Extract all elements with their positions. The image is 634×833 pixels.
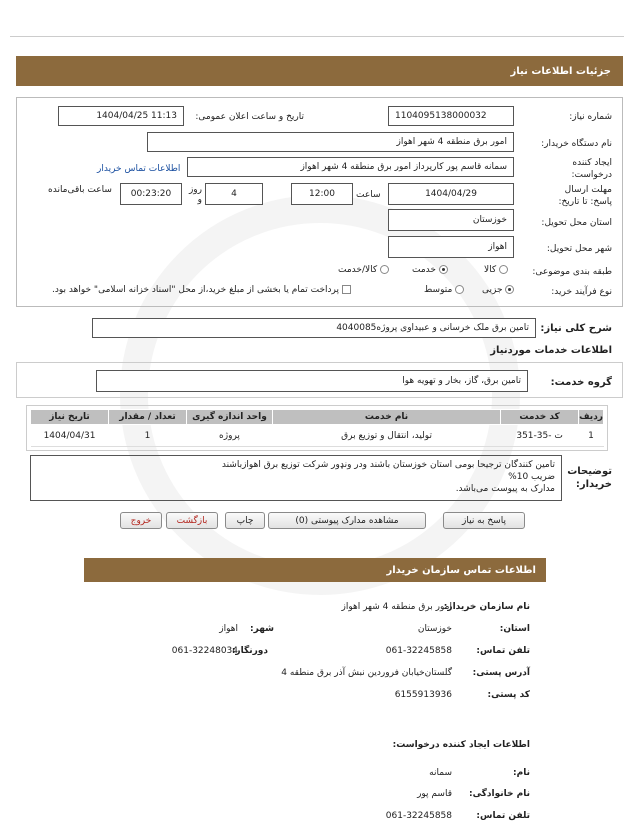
- cell-code: ت -35-351: [501, 425, 579, 447]
- category-label: طبقه بندی موضوعی:: [532, 267, 612, 277]
- radio-service[interactable]: [439, 265, 448, 274]
- page-title-bar: [16, 56, 623, 86]
- creator-phone-value: 061-32245858: [385, 811, 452, 821]
- days-label: روز و: [188, 185, 202, 205]
- creator-last-name-label: نام خانوادگی:: [468, 789, 530, 799]
- buyer-name-label: نام دستگاه خریدار:: [541, 139, 612, 149]
- col-header-code: کد خدمت: [501, 410, 579, 425]
- cell-unit: پروژه: [187, 425, 273, 447]
- contact-postal-value: 6155913936: [394, 690, 452, 700]
- print-button[interactable]: چاپ: [225, 512, 265, 529]
- back-button[interactable]: بازگشت: [166, 512, 218, 529]
- col-header-unit: واحد اندازه گیری: [187, 410, 273, 425]
- items-table-frame: [26, 405, 608, 451]
- contact-org-label: نام سازمان خریدار:: [443, 602, 530, 612]
- deadline-label: مهلت ارسال پاسخ: تا تاریخ:: [558, 185, 612, 207]
- group-field: تامین برق، گاز، بخار و تهویه هوا: [96, 370, 528, 392]
- category-option-both[interactable]: کالا/خدمت: [338, 265, 389, 275]
- days-field: 4: [205, 183, 263, 205]
- need-number-label: شماره نیاز:: [569, 112, 612, 122]
- buyer-notes-line1: تامین کنندگان ترجیحا بومی استان خوزستان باشند ودر ونډور شرکت توزیع برق اهوازباشند: [221, 460, 555, 470]
- col-header-qty: تعداد / مقدار: [109, 410, 187, 425]
- cell-name: تولید، انتقال و توزیع برق: [273, 425, 501, 447]
- services-heading: اطلاعات خدمات موردنیاز: [490, 345, 612, 356]
- page-title: جزئیات اطلاعات نیاز: [510, 65, 611, 77]
- top-divider: [10, 36, 624, 37]
- creator-first-name-value: سمانه: [429, 768, 452, 778]
- province-label: استان محل تحویل:: [541, 218, 612, 228]
- need-number-field: 1104095138000032: [388, 106, 514, 126]
- table-row: [31, 425, 604, 447]
- buyer-contact-link[interactable]: اطلاعات تماس خریدار: [97, 164, 181, 174]
- deadline-time-field: 12:00: [291, 183, 353, 205]
- contact-city-value: اهواز: [219, 624, 238, 634]
- creator-info-heading: اطلاعات ایجاد کننده درخواست:: [392, 740, 530, 750]
- contact-province-value: خوزستان: [417, 624, 452, 634]
- creator-first-name-label: نام:: [513, 768, 530, 778]
- announce-field: 1404/04/25 11:13: [58, 106, 184, 126]
- process-option-medium[interactable]: متوسط: [424, 285, 464, 295]
- items-table: [30, 409, 604, 447]
- radio-minor[interactable]: [505, 285, 514, 294]
- group-label: گروه خدمت:: [550, 377, 612, 388]
- cell-date: 1404/04/31: [31, 425, 109, 447]
- contact-fax-value: 061-32248034: [171, 646, 238, 656]
- contact-phone-value: 061-32245858: [385, 646, 452, 656]
- summary-label: شرح کلی نیاز:: [540, 323, 612, 334]
- contact-section-bar: [84, 558, 546, 582]
- time-label: ساعت: [356, 190, 381, 200]
- process-label: نوع فرآیند خرید:: [551, 287, 612, 297]
- category-option-service[interactable]: خدمت: [412, 265, 448, 275]
- contact-section-title: اطلاعات تماس سازمان خریدار: [386, 564, 536, 576]
- buyer-notes-line2: ضریب 10%: [508, 472, 555, 482]
- buyer-name-field: امور برق منطقه 4 شهر اهواز: [147, 132, 514, 152]
- cell-row: 1: [579, 425, 604, 447]
- radio-goods[interactable]: [499, 265, 508, 274]
- radio-both[interactable]: [380, 265, 389, 274]
- creator-field: سمانه قاسم پور کارپرداز امور برق منطقه 4 شهر اهواز: [187, 157, 514, 177]
- contact-phone-label: تلفن تماس:: [476, 646, 530, 656]
- contact-city-label: شهر:: [250, 624, 274, 634]
- buyer-notes-box: [30, 455, 562, 501]
- summary-field: تامین برق ملک خرسانی و عبیداوی پروژه4040085: [92, 318, 536, 338]
- city-field: اهواز: [388, 236, 514, 258]
- contact-address-label: آدرس پستی:: [472, 668, 530, 678]
- province-field: خوزستان: [388, 209, 514, 231]
- creator-phone-label: تلفن تماس:: [476, 811, 530, 821]
- contact-org-value: امور برق منطقه 4 شهر اهواز: [341, 602, 452, 612]
- category-option-goods[interactable]: کالا: [484, 265, 508, 275]
- remaining-time-field: 00:23:20: [120, 183, 182, 205]
- col-header-date: تاریخ نیاز: [31, 410, 109, 425]
- reply-button[interactable]: پاسخ به نیاز: [443, 512, 525, 529]
- buyer-notes-label: توضیحات خریدار:: [567, 466, 612, 490]
- view-documents-button[interactable]: مشاهده مدارک پیوستی (0): [268, 512, 426, 529]
- contact-address-value: گلستان‌خیابان فروردین نبش آذر برق منطقه 4: [281, 668, 452, 678]
- process-option-minor[interactable]: جزیی: [482, 285, 514, 295]
- contact-province-label: استان:: [499, 624, 530, 634]
- creator-label: ایجاد کننده درخواست:: [571, 158, 612, 180]
- cell-qty: 1: [109, 425, 187, 447]
- treasury-checkbox[interactable]: [342, 285, 351, 294]
- city-label: شهر محل تحویل:: [546, 244, 612, 254]
- contact-postal-label: کد پستی:: [487, 690, 530, 700]
- remaining-label: ساعت باقی‌مانده: [48, 185, 112, 195]
- exit-button[interactable]: خروج: [120, 512, 162, 529]
- contact-fax-label: دورنگار:: [231, 646, 268, 656]
- treasury-option[interactable]: پرداخت تمام یا بخشی از مبلغ خرید،از محل "اسناد خزانه اسلامی" خواهد بود.: [52, 285, 351, 295]
- buyer-notes-line3: مدارک به پیوست می‌باشد.: [455, 484, 555, 494]
- announce-label: تاریخ و ساعت اعلان عمومی:: [195, 112, 304, 122]
- col-header-row: ردیف: [579, 410, 604, 425]
- col-header-name: نام خدمت: [273, 410, 501, 425]
- creator-last-name-value: قاسم پور: [417, 789, 452, 799]
- deadline-date-field: 1404/04/29: [388, 183, 514, 205]
- radio-medium[interactable]: [455, 285, 464, 294]
